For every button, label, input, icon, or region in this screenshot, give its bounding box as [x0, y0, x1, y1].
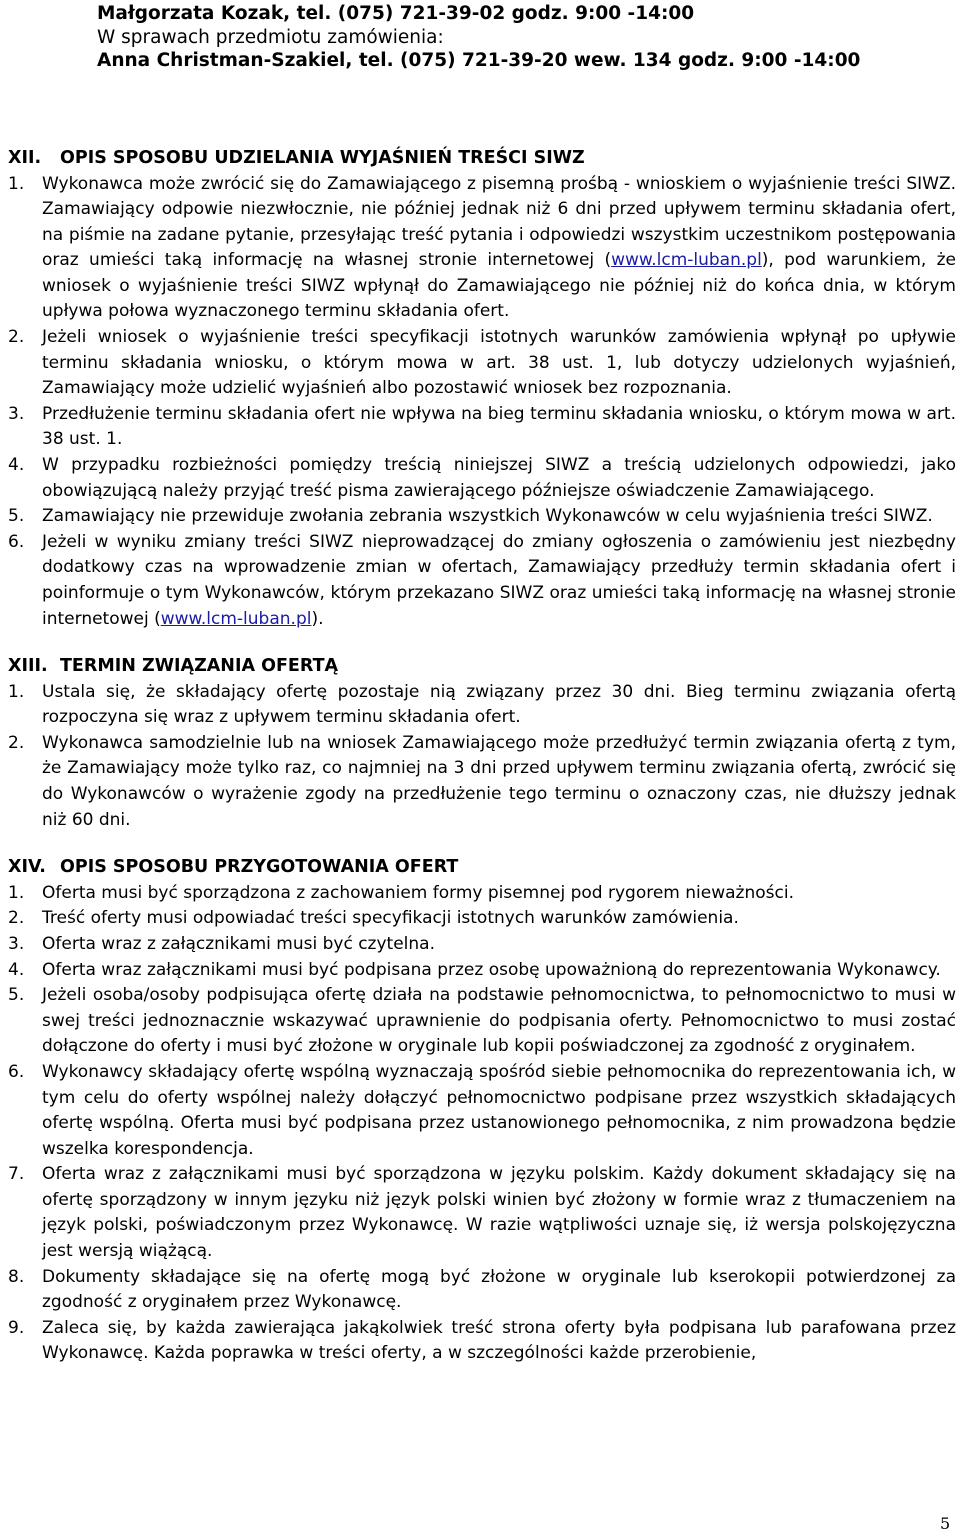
list-item-text	[42, 1316, 956, 1367]
section-title: OPIS SPOSOBU PRZYGOTOWANIA OFERT	[60, 857, 459, 878]
section	[8, 146, 956, 632]
text-run: Oferta wraz z załącznikami musi być sporządzona w języku polskim. Każdy dokument składający się na ofertę sporządzony w innym języku niż język polski winien być złożony w formie wraz z tłumaczeniem na język polski, poświadczonym przez Wykonawcę. W razie wątpliwości uznaje się, iż wersja polskojęzyczna jest wersją wiążącą.	[42, 1164, 956, 1262]
list-item	[8, 731, 956, 833]
list-item-number: 4.	[8, 455, 25, 476]
website-link[interactable]: www.lcm-luban.pl	[611, 250, 762, 271]
list-item-number: 5.	[8, 985, 25, 1006]
list-item-text	[42, 680, 956, 731]
text-run: W przypadku rozbieżności pomiędzy treścią niniejszej SIWZ a treścią udzielonych odpowiedzi, jako obowiązującą należy przyjąć treść pisma zawierającego późniejsze oświadczenie Zamawiającego.	[42, 455, 956, 501]
list-item	[8, 172, 956, 326]
list-item-number: 9.	[8, 1317, 25, 1338]
list-item-text	[42, 1265, 956, 1316]
section-number: XII.	[8, 148, 42, 168]
section-number: XIII.	[8, 656, 48, 677]
text-run: Zamawiający nie przewiduje zwołania zebrania wszystkich Wykonawców w celu wyjaśnienia treści SIWZ.	[42, 506, 933, 527]
text-run: Zaleca się, by każda zawierająca jakąkolwiek treść strona oferty była podpisana lub parafowana przez Wykonawcę. Każda poprawka w treści oferty, a w szczególności każde przerobienie,	[42, 1317, 956, 1364]
page-number: 5	[940, 1514, 951, 1533]
text-run: Wykonawca może zwrócić się do Zamawiającego z pisemną prośbą - wnioskiem o wyjaśnienie treści SIWZ. Zamawiający odpowie niezwłocznie, nie później jednak niż 6 dni przed upływem terminu składania ofert, na piśmie na zadane pytanie, przesyłając treść pytania i odpowiedzi wszystkim uczestnikom postępowania oraz umieści taką informację na własnej stronie internetowej (	[42, 173, 956, 271]
list-item-number: 5.	[8, 506, 25, 527]
list-item-text	[42, 932, 956, 958]
list-item	[8, 881, 956, 907]
list-item-number: 8.	[8, 1266, 25, 1287]
list-item-number: 2.	[8, 908, 25, 929]
text-run: Dokumenty składające się na ofertę mogą być złożone w oryginale lub kserokopii potwierdzonej za zgodność z oryginałem przez Wykonawcę.	[42, 1266, 956, 1313]
list-item	[8, 530, 956, 632]
text-run: ), pod warunkiem, że wniosek o wyjaśnienie treści SIWZ wpłynął do Zamawiającego nie później niż do końca dnia, w którym upływa połowa wyznaczonego terminu składania ofert.	[42, 250, 956, 322]
list-item-text	[42, 983, 956, 1060]
text-run: Jeżeli w wyniku zmiany treści SIWZ nieprowadzącej do zmiany ogłoszenia o zamówieniu jest niezbędny dodatkowy czas na wprowadzenie zmian w ofertach, Zamawiający przedłuży termin składania ofert i poinformuje o tym Wykonawców, którym przekazano SIWZ oraz umieści taką informację na własnej stronie internetowej (	[42, 531, 956, 629]
section-heading	[8, 654, 956, 680]
text-run: Ustala się, że składający ofertę pozostaje nią związany przez 30 dni. Bieg terminu związania ofertą rozpoczyna się wraz z upływem terminu składania ofert.	[42, 681, 956, 728]
list-item	[8, 325, 956, 402]
list-item-number: 3.	[8, 403, 25, 424]
list-item-text	[42, 504, 956, 530]
list-item-number: 1.	[8, 882, 25, 903]
list-item-text	[42, 906, 956, 932]
contact-line-subject: W sprawach przedmiotu zamówienia:	[97, 26, 444, 48]
list-item	[8, 402, 956, 453]
list-item	[8, 453, 956, 504]
section-heading	[8, 146, 956, 172]
section	[8, 654, 956, 833]
list-item-text	[42, 530, 956, 632]
list-item	[8, 504, 956, 530]
list-item-text	[42, 325, 956, 402]
list-item-text	[42, 453, 956, 504]
list-item	[8, 1162, 956, 1264]
list-item-text	[42, 731, 956, 833]
text-run: ).	[311, 608, 324, 629]
text-run: Treść oferty musi odpowiadać treści specyfikacji istotnych warunków zamówienia.	[42, 908, 739, 929]
text-run: Wykonawcy składający ofertę wspólną wyznaczają spośród siebie pełnomocnika do reprezentowania ich, w tym celu do oferty wspólnej należy dołączyć pełnomocnictwo podpisane przez wszystkich składających ofertę wspólną. Oferta musi być podpisana przez ustanowionego pełnomocnika, z nim prowadzona będzie wszelka korespondencja.	[42, 1061, 956, 1159]
list-item-text	[42, 1060, 956, 1162]
text-run: Jeżeli osoba/osoby podpisująca ofertę działa na podstawie pełnomocnictwa, to pełnomocnictwo to musi w swej treści jednoznacznie wskazywać uprawnienie do podpisania oferty. Pełnomocnictwo to musi zostać dołączone do oferty i musi być złożone w oryginale lub kopii poświadczonej za zgodność z oryginałem.	[42, 985, 956, 1057]
section	[8, 855, 956, 1367]
list-item-number: 6.	[8, 1061, 25, 1082]
list-item	[8, 1060, 956, 1162]
contact-line-kozak: Małgorzata Kozak, tel. (075) 721-39-02 godz. 9:00 -14:00	[97, 3, 695, 24]
list-item	[8, 680, 956, 731]
list-item-number: 6.	[8, 531, 25, 552]
list-item-number: 2.	[8, 732, 25, 753]
list-item-number: 4.	[8, 959, 25, 980]
section-title: TERMIN ZWIĄZANIA OFERTĄ	[60, 656, 339, 677]
list-item-text	[42, 172, 956, 326]
list-item-number: 3.	[8, 933, 25, 954]
section-number: XIV.	[8, 857, 46, 878]
list-item	[8, 983, 956, 1060]
text-run: Wykonawca samodzielnie lub na wniosek Zamawiającego może przedłużyć termin związania ofertą z tym, że Zamawiający może tylko raz, co najmniej na 3 dni przed upływem terminu związania ofertą, zwrócić się do Wykonawców o wyrażenie zgody na przedłużenie tego terminu o oznaczony czas, nie dłuższy jednak niż 60 dni.	[42, 732, 956, 830]
text-run: Oferta wraz z załącznikami musi być czytelna.	[42, 933, 435, 954]
list-item-text	[42, 881, 956, 907]
text-run: Oferta wraz załącznikami musi być podpisana przez osobę upoważnioną do reprezentowania Wykonawcy.	[42, 959, 941, 980]
section-title: OPIS SPOSOBU UDZIELANIA WYJAŚNIEŃ TREŚCI SIWZ	[60, 148, 585, 168]
list-item	[8, 958, 956, 984]
list-item-number: 1.	[8, 173, 25, 194]
contact-header	[97, 2, 947, 73]
list-item-number: 1.	[8, 681, 25, 702]
list-item-number: 2.	[8, 327, 25, 348]
list-item-text	[42, 958, 956, 984]
list-item	[8, 1265, 956, 1316]
list-item-number: 7.	[8, 1164, 25, 1185]
list-item	[8, 1316, 956, 1367]
contact-line-christman: Anna Christman-Szakiel, tel. (075) 721-39-20 wew. 134 godz. 9:00 -14:00	[97, 50, 861, 71]
list-item-text	[42, 1162, 956, 1264]
list-item-text	[42, 402, 956, 453]
document-body	[8, 146, 956, 1367]
website-link[interactable]: www.lcm-luban.pl	[160, 608, 312, 629]
list-item	[8, 932, 956, 958]
section-heading	[8, 855, 956, 881]
text-run: Jeżeli wniosek o wyjaśnienie treści specyfikacji istotnych warunków zamówienia wpłynął po upływie terminu składania wniosku, o którym mowa w art. 38 ust. 1, lub dotyczy udzielonych wyjaśnień, Zamawiający może udzielić wyjaśnień albo pozostawić wniosek bez rozpoznania.	[42, 327, 956, 399]
list-item	[8, 906, 956, 932]
text-run: Oferta musi być sporządzona z zachowaniem formy pisemnej pod rygorem nieważności.	[42, 882, 794, 903]
text-run: Przedłużenie terminu składania ofert nie wpływa na bieg terminu składania wniosku, o którym mowa w art. 38 ust. 1.	[42, 403, 956, 450]
